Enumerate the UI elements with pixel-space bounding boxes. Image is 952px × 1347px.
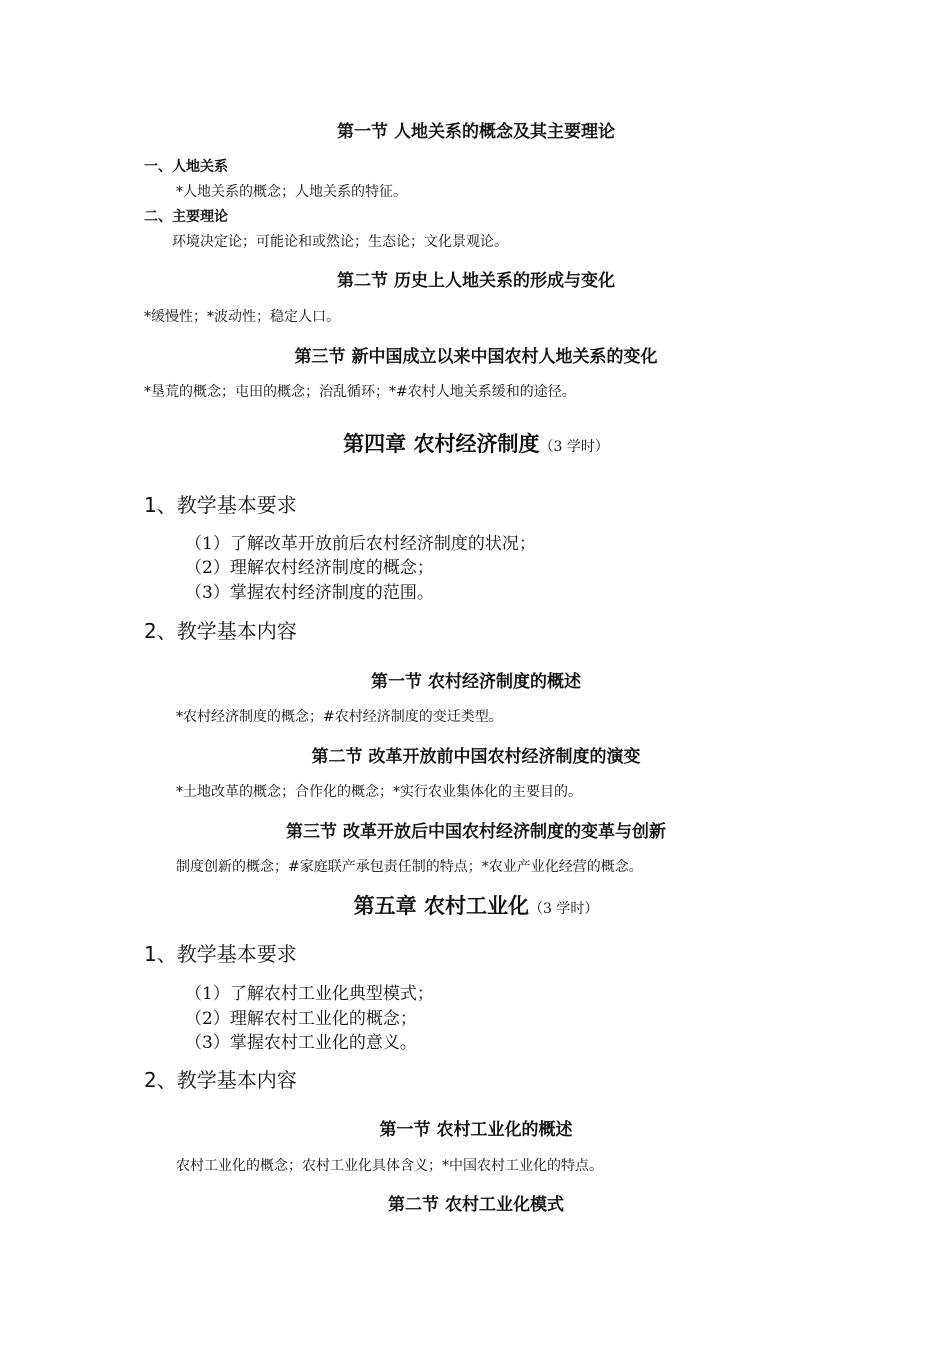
section-title: 第二节 历史上人地关系的形成与变化 bbox=[337, 271, 615, 291]
chapter-title-text: 第四章 农村经济制度 bbox=[343, 432, 540, 456]
numbered-heading: 二、主要理论 bbox=[144, 209, 228, 225]
body-text: *缓慢性；*波动性；稳定人口。 bbox=[144, 309, 340, 325]
section-title: 第三节 改革开放后中国农村经济制度的变革与创新 bbox=[286, 822, 666, 842]
body-text: 制度创新的概念；#家庭联产承包责任制的特点；*农业产业化经营的概念。 bbox=[176, 859, 643, 875]
section-title: 第一节 农村经济制度的概述 bbox=[371, 672, 581, 692]
body-text: *垦荒的概念；屯田的概念；治乱循环；*#农村人地关系缓和的途径。 bbox=[144, 384, 576, 400]
list-item: （2）理解农村工业化的概念； bbox=[185, 1009, 417, 1029]
level1-heading: 2、教学基本内容 bbox=[144, 1068, 297, 1092]
body-text: 环境决定论；可能论和或然论；生态论；文化景观论。 bbox=[172, 234, 508, 250]
section-title: 第三节 新中国成立以来中国农村人地关系的变化 bbox=[294, 347, 658, 367]
list-item: （1）了解改革开放前后农村经济制度的状况； bbox=[185, 534, 536, 554]
chapter-hours: （3 学时） bbox=[528, 901, 599, 917]
chapter-title bbox=[0, 890, 952, 920]
list-item: （1）了解农村工业化典型模式； bbox=[185, 984, 434, 1004]
body-text: *人地关系的概念；人地关系的特征。 bbox=[176, 184, 407, 200]
section-title: 第一节 农村工业化的概述 bbox=[379, 1120, 573, 1140]
body-text: 农村工业化的概念；农村工业化具体含义；*中国农村工业化的特点。 bbox=[176, 1158, 603, 1174]
level1-heading: 1、教学基本要求 bbox=[144, 493, 297, 517]
section-title: 第一节 人地关系的概念及其主要理论 bbox=[337, 122, 615, 142]
body-text: *土地改革的概念；合作化的概念；*实行农业集体化的主要目的。 bbox=[176, 784, 582, 800]
body-text: *农村经济制度的概念；#农村经济制度的变迁类型。 bbox=[176, 709, 503, 725]
chapter-title bbox=[0, 428, 952, 458]
level1-heading: 2、教学基本内容 bbox=[144, 619, 297, 643]
level1-heading: 1、教学基本要求 bbox=[144, 942, 297, 966]
chapter-title-text: 第五章 农村工业化 bbox=[353, 894, 529, 918]
chapter-hours: （3 学时） bbox=[539, 439, 609, 455]
section-title: 第二节 改革开放前中国农村经济制度的演变 bbox=[311, 747, 641, 767]
list-item: （3）掌握农村经济制度的范围。 bbox=[185, 583, 434, 603]
section-title: 第二节 农村工业化模式 bbox=[388, 1195, 564, 1215]
list-item: （3）掌握农村工业化的意义。 bbox=[185, 1033, 417, 1053]
numbered-heading: 一、人地关系 bbox=[144, 159, 228, 175]
list-item: （2）理解农村经济制度的概念； bbox=[185, 558, 434, 578]
